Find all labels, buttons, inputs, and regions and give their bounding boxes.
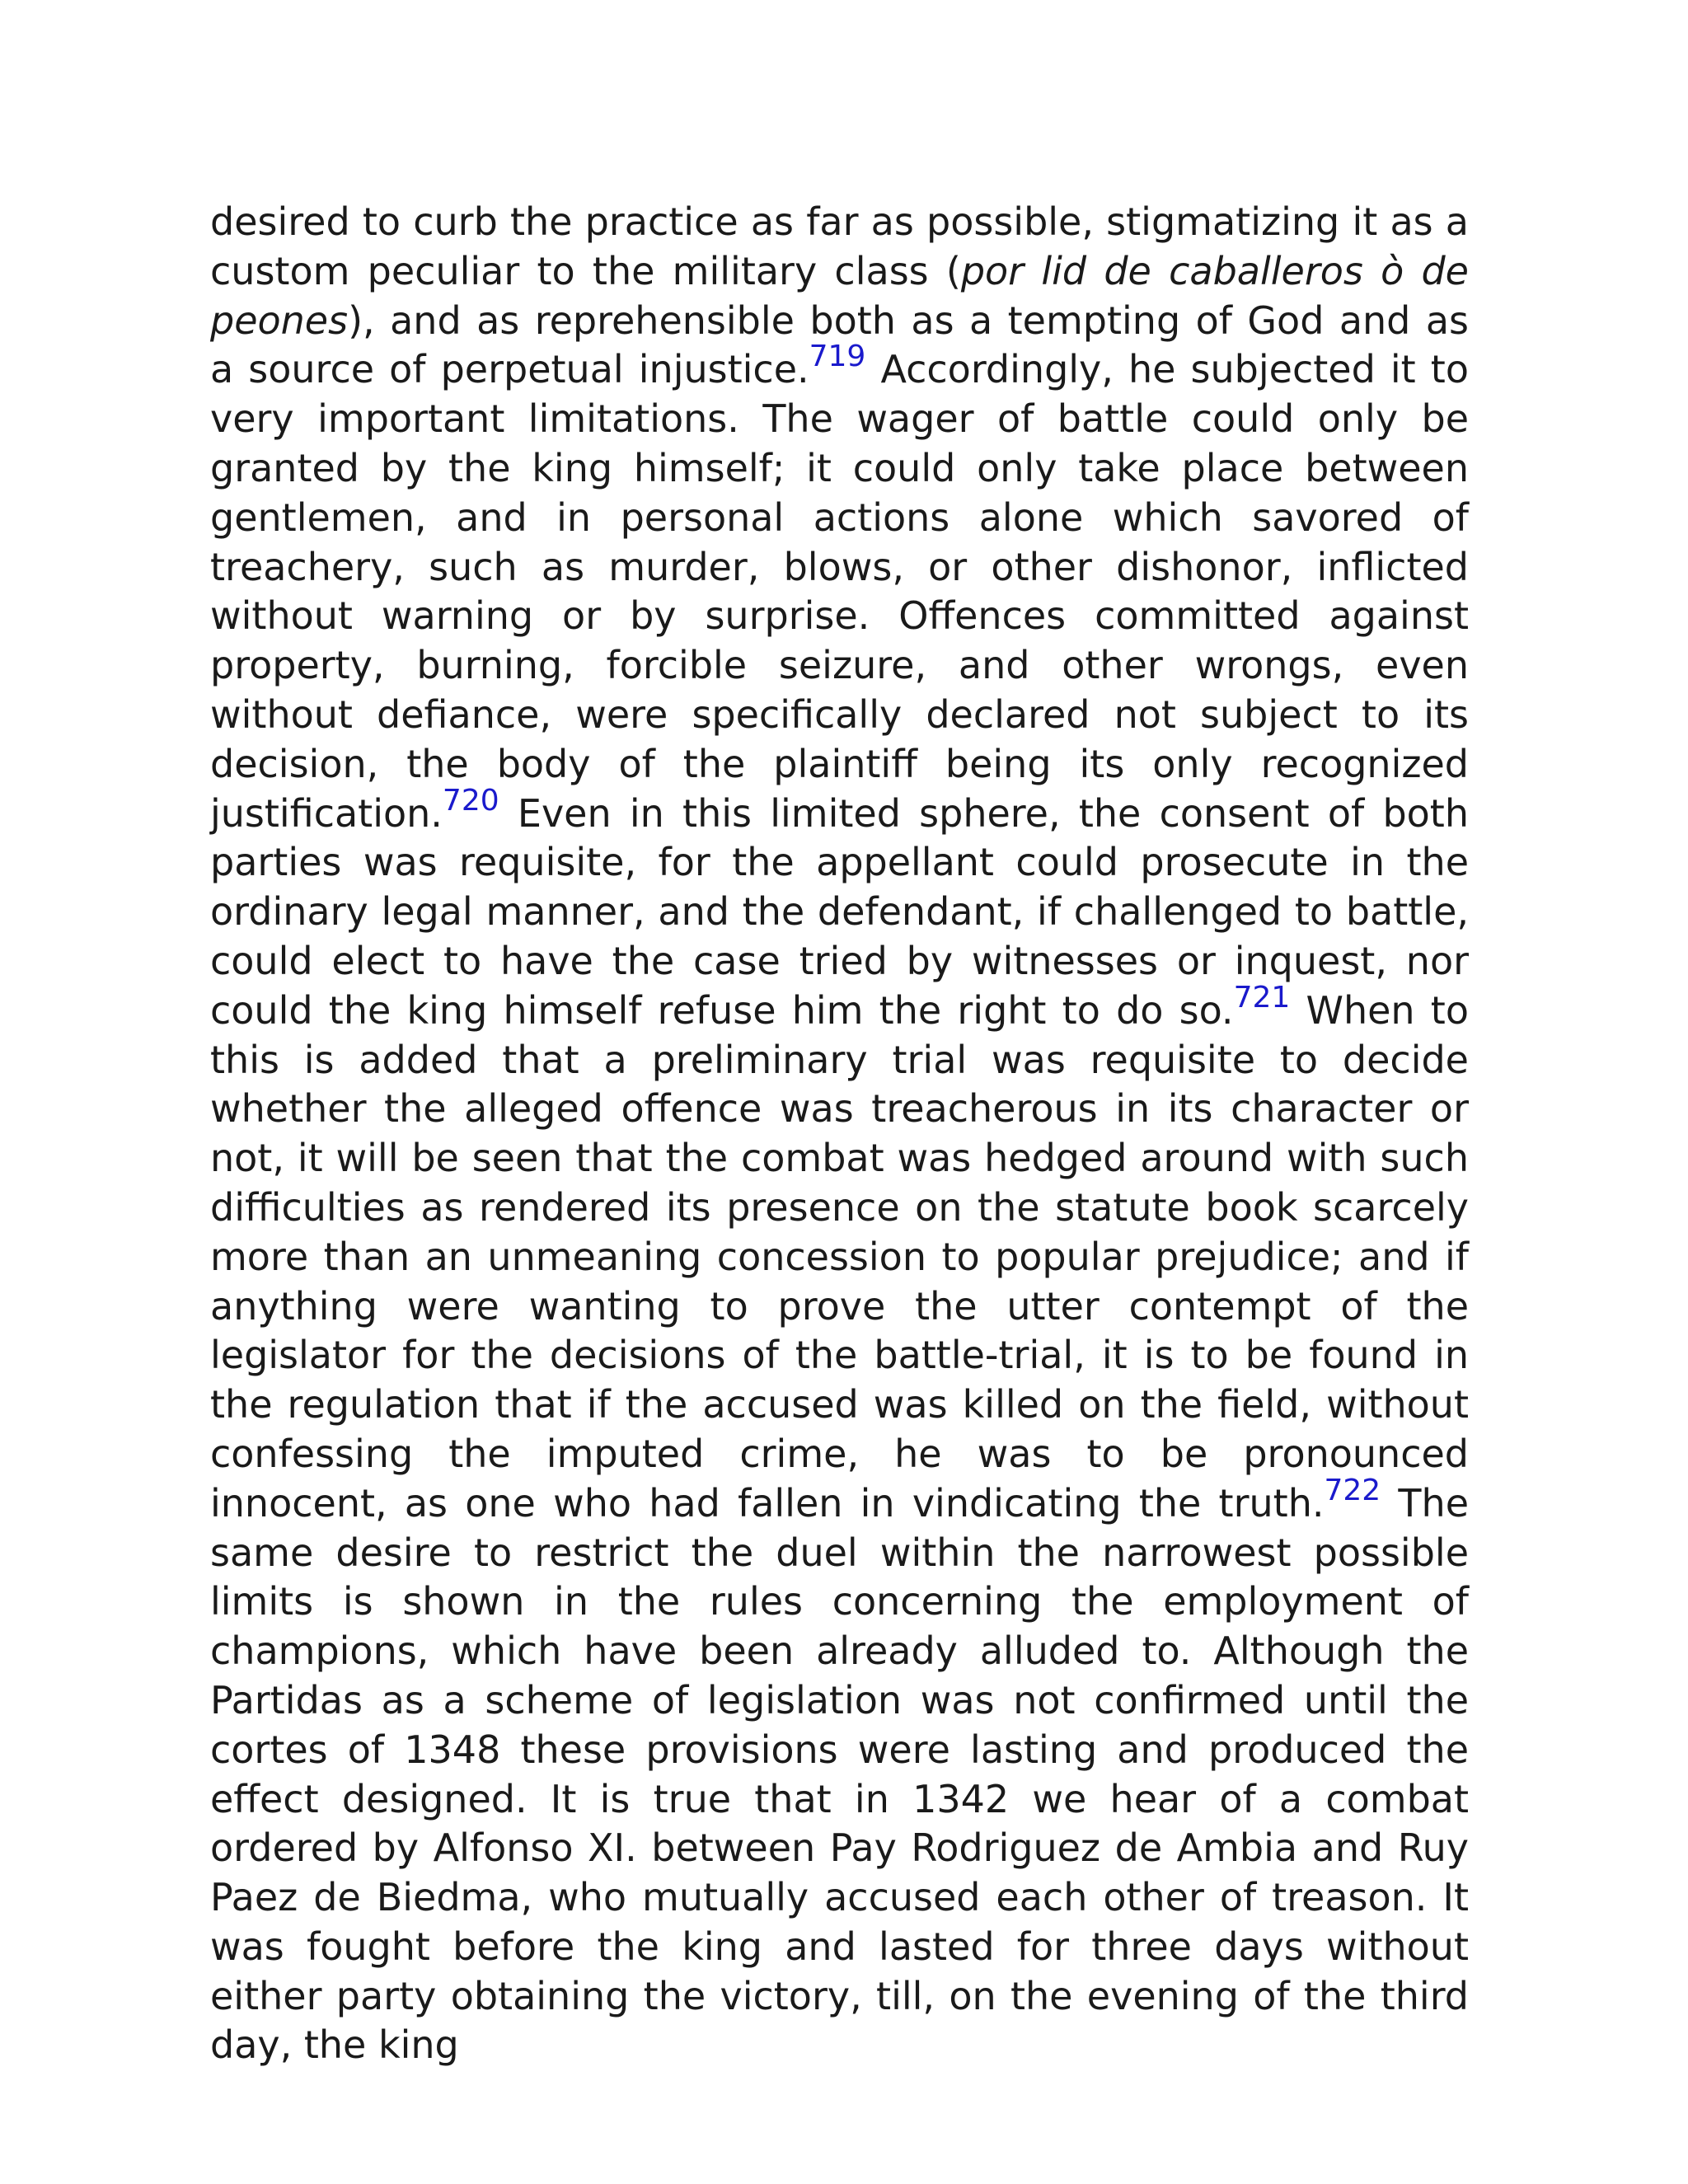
text-run: ), and as reprehensible both as a tempting of God and as a source of perpetual injustice.: [210, 298, 1469, 392]
text-run: Even in this limited sphere, the consent of both parties was requisite, for the appellant could prosecute in the ordinary legal manner, and the defendant, if challenged to battle, could elect to have the case tried by witnesses or inquest, nor could the king himself refuse him the right to do so.: [210, 790, 1469, 1033]
body-paragraph: [210, 198, 1469, 2070]
text-run: Accordingly, he subjected it to very important limitations. The wager of battle could only be granted by the king himself; it could only take place between gentlemen, and in personal actions alone which savored of treachery, such as murder, blows, or other dishonor, inflicted without warning or by surprise. Offences committed against property, burning, forcible seizure, and other wrongs, even without defiance, were specifically declared not subject to its decision, the body of the plaintiff being its only recognized justification.: [210, 347, 1469, 836]
text-run: The same desire to restrict the duel within the narrowest possible limits is shown in the rules concerning the employment of champions, which have been already alluded to. Although the Partidas as a scheme of legislation was not confirmed until the cortes of 1348 these provisions were lasting and produced the effect designed. It is true that in 1342 we hear of a combat ordered by Alfonso XI. between Pay Rodriguez de Ambia and Ruy Paez de Biedma, who mutually accused each other of treason. It was fought before the king and lasted for three days without either party obtaining the victory, till, on the evening of the third day, the king: [210, 1480, 1469, 2068]
footnote-link-720[interactable]: 720: [442, 783, 499, 818]
text-run: When to this is added that a preliminary trial was requisite to decide whether the alleged offence was treacherous in its character or not, it will be seen that the combat was hedged around with such difficulties as rendered its presence on the statute book scarcely more than an unmeaning concession to popular prejudice; and if anything were wanting to prove the utter contempt of the legislator for the decisions of the battle-trial, it is to be found in the regulation that if the accused was killed on the field, without confessing the imputed crime, he was to be pronounced innocent, as one who had fallen in vindicating the truth.: [210, 987, 1469, 1526]
footnote-link-719[interactable]: 719: [809, 340, 866, 374]
italic-phrase: por lid de caballeros ò de peones: [210, 248, 1469, 343]
footnote-link-721[interactable]: 721: [1233, 980, 1291, 1015]
text-run: desired to curb the practice as far as possible, stigmatizing it as a custom peculiar to the military class (: [210, 199, 1469, 293]
page-body: [210, 198, 1469, 2070]
footnote-link-722[interactable]: 722: [1324, 1473, 1381, 1507]
